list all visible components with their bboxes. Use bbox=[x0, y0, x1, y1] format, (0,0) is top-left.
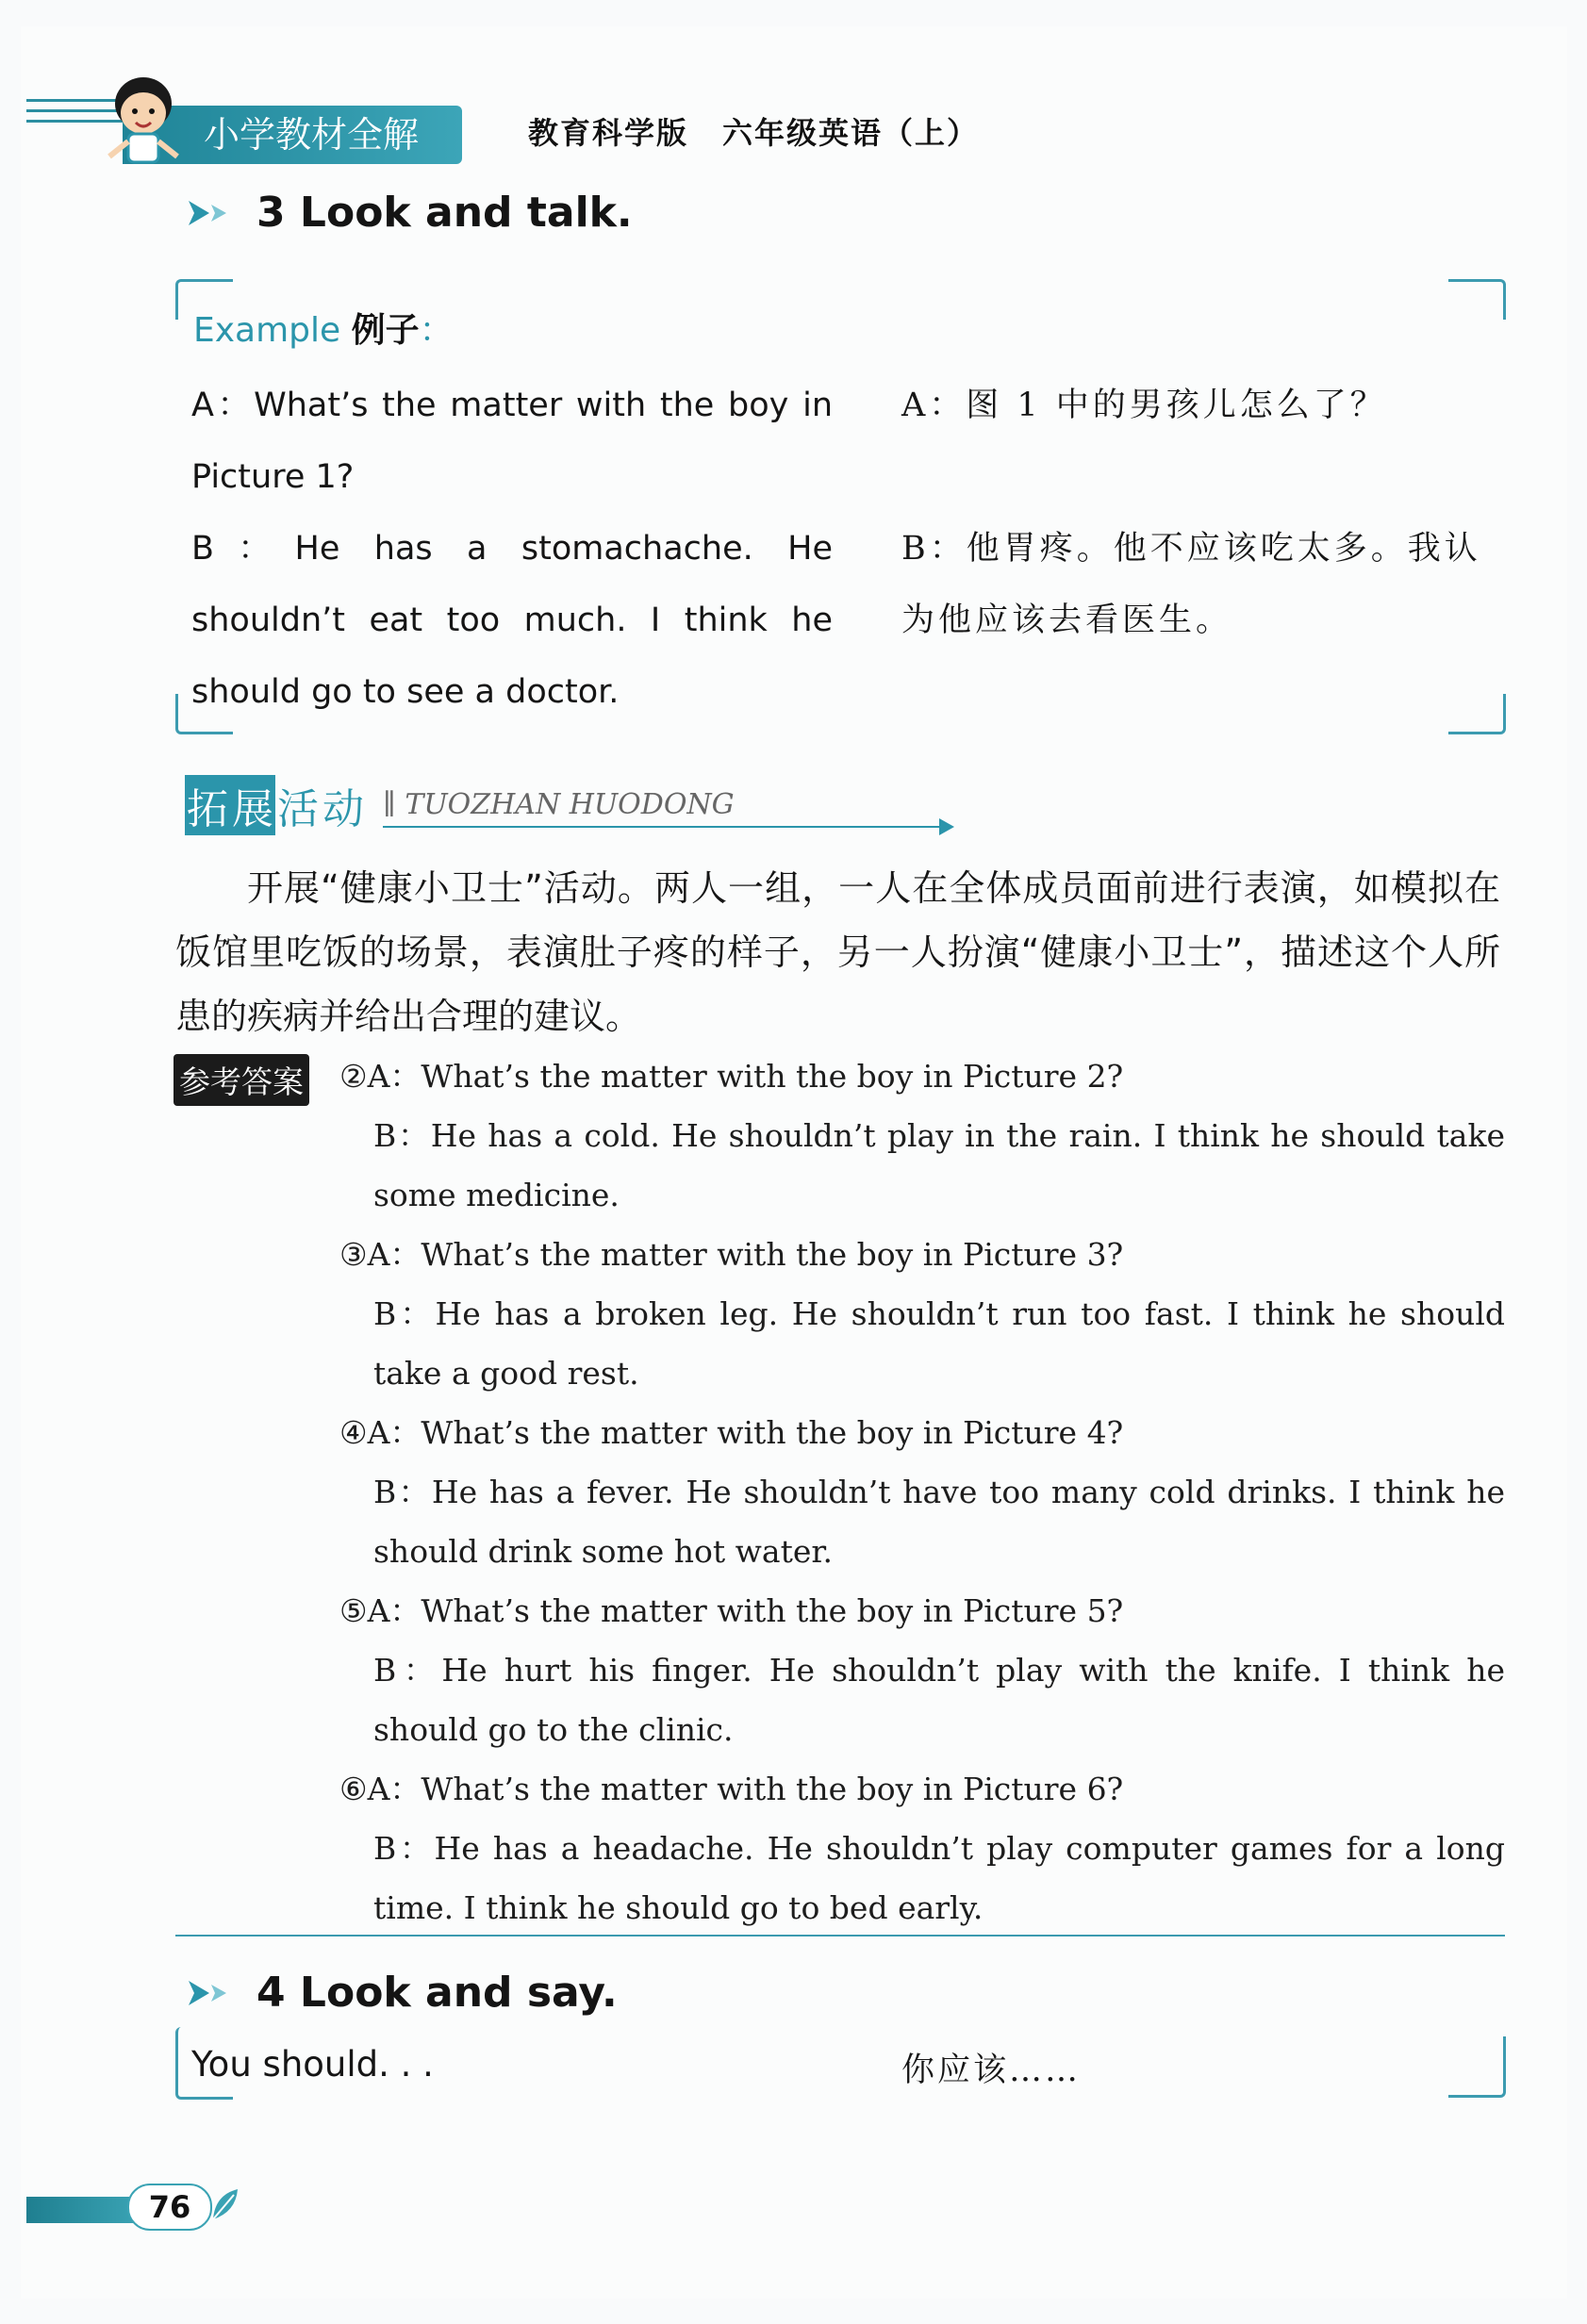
example-en-line-a: A：What’s the matter with the boy in Picture 1? bbox=[191, 387, 833, 496]
extension-char-3: 活 bbox=[277, 785, 319, 833]
series-title: 小学教材全解 bbox=[204, 114, 420, 156]
example-label-cn: 例子 bbox=[351, 310, 420, 350]
example-cn-line-b: B：他胃疼。他不应该吃太多。我认为他应该去看医生。 bbox=[901, 530, 1481, 639]
example-chinese-dialogue bbox=[901, 370, 1505, 656]
answer-response: B：He has a headache. He shouldn’t play computer games for a long time. I think he should go to bed early. bbox=[373, 1830, 1505, 1926]
edition-info bbox=[528, 109, 979, 153]
answer-response: B：He has a fever. He shouldn’t have too many cold drinks. I think he should drink some hot water. bbox=[373, 1474, 1505, 1570]
section-4-heading bbox=[185, 1969, 618, 2017]
section-4-english: You should. . . bbox=[191, 2044, 434, 2085]
extension-label-pinyin: ∥ TUOZHAN HUODONG bbox=[383, 788, 735, 821]
box-corner-bottom-right bbox=[1448, 694, 1506, 734]
answer-item bbox=[339, 1225, 1505, 1403]
extension-char-2: 展 bbox=[230, 775, 275, 835]
section-divider bbox=[175, 1935, 1505, 1937]
double-arrow-icon bbox=[185, 197, 238, 229]
answer-question: ③A：What’s the matter with the boy in Picture 3? bbox=[339, 1236, 1124, 1273]
answer-response: B：He has a cold. He shouldn’t play in the rain. I think he should take some medicine. bbox=[373, 1117, 1505, 1213]
answer-item bbox=[339, 1403, 1505, 1581]
answer-item bbox=[339, 1581, 1505, 1759]
example-label-en: Example bbox=[193, 311, 341, 350]
answer-item bbox=[339, 1759, 1505, 1937]
section-4-chinese: 你应该…… bbox=[901, 2052, 1082, 2089]
example-en-line-b: B：He has a stomachache. He shouldn’t eat too much. I think he should go to see a doctor. bbox=[191, 530, 833, 711]
box-corner-top-right bbox=[1448, 279, 1506, 320]
example-english-dialogue bbox=[191, 370, 833, 728]
extension-underline bbox=[383, 826, 949, 828]
leaf-icon bbox=[209, 2185, 241, 2223]
footer-bar bbox=[26, 2197, 140, 2223]
extension-char-4: 动 bbox=[322, 785, 364, 833]
answer-question: ⑤A：What’s the matter with the boy in Picture 5? bbox=[339, 1592, 1124, 1629]
example-cn-line-a: A：图 1 中的男孩儿怎么了？ bbox=[901, 387, 1387, 424]
publisher-label: 教育科学版 bbox=[528, 115, 689, 151]
extension-label bbox=[185, 775, 366, 835]
example-label-colon: ： bbox=[419, 311, 454, 350]
example-label bbox=[193, 304, 454, 352]
extension-activity-heading bbox=[185, 775, 769, 832]
answer-question: ⑥A：What’s the matter with the boy in Picture 6? bbox=[339, 1771, 1124, 1807]
subject-label: 六年级英语（上） bbox=[722, 115, 980, 151]
extension-arrowhead-icon bbox=[939, 818, 954, 835]
extension-activity-text: 开展“健康小卫士”活动。两人一组，一人在全体成员面前进行表演，如模拟在饭馆里吃饭的场景，表演肚子疼的样子，另一人扮演“健康小卫士”，描述这个人所患的疾病并给出合理的建议。 bbox=[175, 867, 1500, 1037]
answer-response: B：He has a broken leg. He shouldn’t run too fast. I think he should take a good rest. bbox=[373, 1295, 1505, 1392]
mascot-boy-icon bbox=[87, 66, 200, 170]
answer-question: ②A：What’s the matter with the boy in Picture 2? bbox=[339, 1058, 1124, 1095]
section-3-heading bbox=[185, 189, 633, 237]
answer-question: ④A：What’s the matter with the boy in Picture 4? bbox=[339, 1414, 1124, 1451]
page-number: 76 bbox=[127, 2184, 212, 2231]
section-3-title: 3 Look and talk. bbox=[256, 189, 633, 237]
reference-answers bbox=[339, 1047, 1505, 1937]
extension-char-1: 拓 bbox=[185, 775, 230, 835]
answer-response: B：He hurt his finger. He shouldn’t play with the knife. I think he should go to the clinic. bbox=[373, 1652, 1505, 1748]
box-corner-bottom-right bbox=[1448, 2036, 1506, 2098]
section-4-title: 4 Look and say. bbox=[256, 1969, 618, 2017]
answer-item bbox=[339, 1047, 1505, 1225]
reference-answer-badge: 参考答案 bbox=[174, 1054, 309, 1106]
double-arrow-icon bbox=[185, 1977, 238, 2009]
